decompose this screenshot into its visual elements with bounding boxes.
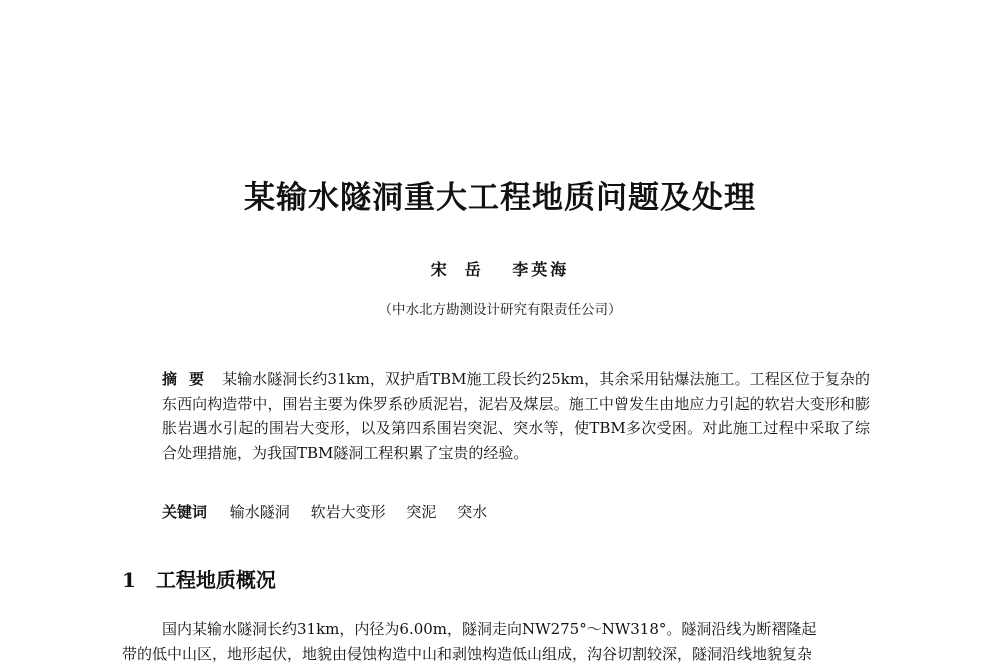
abstract-text: 某输水隧洞长约31km，双护盾TBM施工段长约25km，其余采用钻爆法施工。工程区位于复杂的东西向构造带中，围岩主要为侏罗系砂质泥岩，泥岩及煤层。施工中曾发生由地应力引起的软岩大变形和膨胀岩遇水引起的围岩大变形，以及第四系围岩突泥、突水等，使TBM多次受困。对此施工过程中采取了综合处理措施，为我国TBM隧洞工程积累了宝贵的经验。	[162, 370, 870, 462]
keyword: 输水隧洞	[229, 503, 290, 521]
keyword: 突水	[457, 503, 488, 521]
abstract	[162, 367, 870, 465]
abstract-label: 摘要	[162, 370, 217, 388]
author-affiliation: （中水北方勘测设计研究有限责任公司）	[378, 302, 622, 318]
keyword: 软岩大变形	[310, 503, 386, 521]
author-name: 宋岳	[430, 260, 499, 279]
keywords-label: 关键词	[162, 503, 208, 521]
body-paragraph-line: 带的低中山区，地形起伏，地貌由侵蚀构造中山和剥蚀构造低山组成，沟谷切割较深，隧洞沿线地貌复杂	[122, 645, 813, 663]
author-name: 李英海	[512, 260, 570, 279]
section-number: 1	[122, 568, 136, 592]
keywords	[162, 500, 870, 524]
author-list	[0, 257, 1000, 280]
paper-title: 某输水隧洞重大工程地质问题及处理	[244, 180, 756, 216]
body-paragraph-line: 国内某输水隧洞长约31km，内径为6.00m，隧洞走向NW275°～NW318°。隧洞沿线为断褶隆起	[162, 620, 817, 638]
section-heading	[122, 564, 276, 593]
keyword: 突泥	[406, 503, 437, 521]
section-title: 工程地质概况	[155, 568, 276, 592]
